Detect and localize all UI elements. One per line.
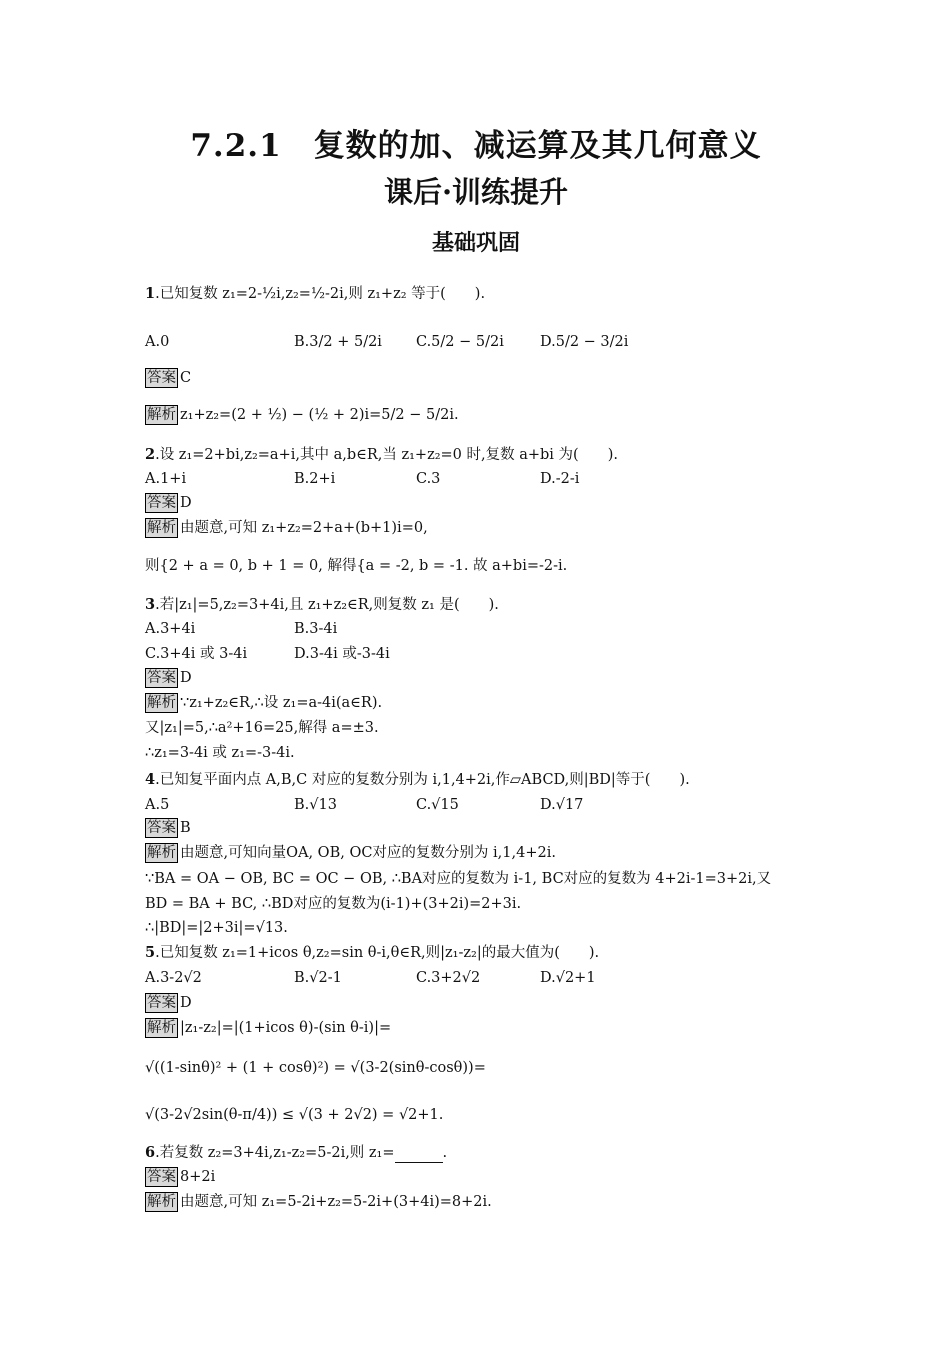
q2-answer: 答案 D	[147, 495, 192, 511]
page-title: 7.2.1 复数的加、减运算及其几何意义	[190, 128, 762, 164]
q6-answer: 答案 8+2i	[147, 1169, 216, 1185]
q3-analysis-1: 解析 ∵z₁+z₂∈R,∴设 z₁=a-4i(a∈R).	[147, 695, 383, 711]
q2-analysis-1: 解析 由题意,可知 z₁+z₂=2+a+(b+1)i=0,	[147, 520, 428, 536]
answer-tag: 答案	[147, 370, 176, 386]
q5-option-d: D.√2+1	[540, 970, 596, 986]
q4-option-a: A.5	[145, 797, 170, 813]
q3-option-d: D.3-4i 或-3-4i	[294, 646, 390, 662]
q4-answer: 答案 B	[147, 820, 191, 836]
analysis-tag: 解析	[147, 1194, 176, 1210]
q3-option-b: B.3-4i	[294, 621, 338, 637]
q4-option-d: D.√17	[540, 797, 584, 813]
q4-analysis-2: ∵BA = OA − OB, BC = OC − OB, ∴BA对应的复数为 i-1, BC对应的复数为 4+2i-1=3+2i,又	[145, 871, 772, 887]
question-1-stem: 1.已知复数 z₁=2-½i,z₂=½-2i,则 z₁+z₂ 等于( ).	[145, 285, 486, 302]
q4-analysis-1: 解析 由题意,可知向量OA, OB, OC对应的复数分别为 i,1,4+2i.	[147, 845, 556, 861]
q2-analysis-2: 则{2 + a = 0, b + 1 = 0, 解得{a = -2, b = -1. 故 a+bi=-2-i.	[145, 558, 568, 574]
answer-tag: 答案	[147, 995, 176, 1011]
q5-analysis-3: √(3-2√2sin(θ-π/4)) ≤ √(3 + 2√2) = √2+1.	[145, 1107, 444, 1123]
q1-option-b: B.3/2 + 5/2i	[294, 334, 382, 350]
q4-option-b: B.√13	[294, 797, 337, 813]
q5-option-b: B.√2-1	[294, 970, 342, 986]
section-heading: 基础巩固	[431, 230, 520, 256]
analysis-tag: 解析	[147, 695, 176, 711]
q2-option-a: A.1+i	[145, 471, 187, 487]
q2-option-c: C.3	[416, 471, 441, 487]
answer-blank	[395, 1148, 443, 1163]
answer-tag: 答案	[147, 820, 176, 836]
q5-answer: 答案 D	[147, 995, 192, 1011]
answer-tag: 答案	[147, 1169, 176, 1185]
answer-tag: 答案	[147, 670, 176, 686]
q1-option-c: C.5/2 − 5/2i	[416, 334, 504, 350]
question-5-stem: 5.已知复数 z₁=1+icos θ,z₂=sin θ-i,θ∈R,则|z₁-z₂|的最大值为( ).	[145, 944, 600, 961]
analysis-tag: 解析	[147, 845, 176, 861]
question-3-stem: 3.若|z₁|=5,z₂=3+4i,且 z₁+z₂∈R,则复数 z₁ 是( ).	[145, 596, 499, 613]
q4-option-c: C.√15	[416, 797, 459, 813]
q1-option-a: A.0	[145, 334, 170, 350]
q1-option-d: D.5/2 − 3/2i	[540, 334, 629, 350]
q6-analysis: 解析 由题意,可知 z₁=5-2i+z₂=5-2i+(3+4i)=8+2i.	[147, 1194, 492, 1210]
q5-option-c: C.3+2√2	[416, 970, 481, 986]
page-subtitle: 课后·训练提升	[383, 175, 569, 209]
q4-analysis-3: BD = BA + BC, ∴BD对应的复数为(i-1)+(3+2i)=2+3i.	[145, 896, 522, 912]
q4-analysis-4: ∴|BD|=|2+3i|=√13.	[145, 920, 288, 936]
q2-option-b: B.2+i	[294, 471, 336, 487]
answer-tag: 答案	[147, 495, 176, 511]
q3-option-a: A.3+4i	[145, 621, 196, 637]
q2-option-d: D.-2-i	[540, 471, 580, 487]
q1-analysis: 解析 z₁+z₂=(2 + ½) − (½ + 2)i=5/2 − 5/2i.	[147, 407, 459, 423]
analysis-tag: 解析	[147, 1020, 176, 1036]
question-6-stem: 6.若复数 z₂=3+4i,z₁-z₂=5-2i,则 z₁= .	[145, 1144, 448, 1161]
analysis-tag: 解析	[147, 407, 176, 423]
q3-option-c: C.3+4i 或 3-4i	[145, 646, 248, 662]
q5-option-a: A.3-2√2	[145, 970, 202, 986]
q3-answer: 答案 D	[147, 670, 192, 686]
q1-answer: 答案 C	[147, 370, 192, 386]
question-4-stem: 4.已知复平面内点 A,B,C 对应的复数分别为 i,1,4+2i,作▱ABCD,则|BD|等于( ).	[145, 771, 690, 788]
q5-analysis-2: √((1-sinθ)² + (1 + cosθ)²) = √(3-2(sinθ-cosθ))=	[145, 1060, 486, 1076]
analysis-tag: 解析	[147, 520, 176, 536]
q3-analysis-2: 又|z₁|=5,∴a²+16=25,解得 a=±3.	[145, 720, 379, 736]
q5-analysis-1: 解析 |z₁-z₂|=|(1+icos θ)-(sin θ-i)|=	[147, 1020, 392, 1036]
q3-analysis-3: ∴z₁=3-4i 或 z₁=-3-4i.	[145, 745, 295, 761]
question-2-stem: 2.设 z₁=2+bi,z₂=a+i,其中 a,b∈R,当 z₁+z₂=0 时,复数 a+bi 为( ).	[145, 446, 618, 463]
